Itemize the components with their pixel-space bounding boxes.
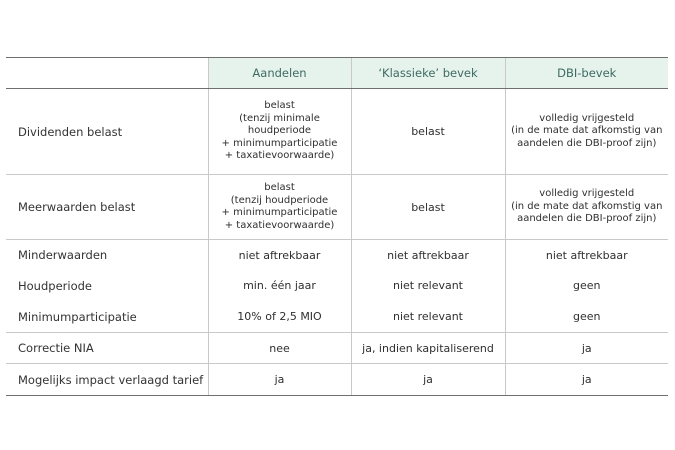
cell-line: aandelen die DBI-proof zijn) [517, 213, 657, 225]
cell-aandelen [208, 175, 351, 240]
row-correctie-nia [6, 333, 668, 364]
row-meerwaarden [6, 175, 668, 240]
cell-line: (tenzij houdperiode [230, 194, 329, 206]
cell-line: (in de mate dat afkomstig van [511, 125, 663, 137]
header-dbi-bevek: DBI-bevek [505, 58, 668, 89]
row-houdperiode [6, 270, 668, 301]
cell-line: volledig vrijgesteld [539, 112, 635, 124]
cell-klassieke-bevek: ja, indien kapitaliserend [351, 333, 505, 364]
cell-line: + taxatievoorwaarde) [224, 219, 335, 231]
row-minderwaarden [6, 240, 668, 271]
cell-aandelen: ja [208, 364, 351, 396]
row-label: Minderwaarden [18, 248, 108, 262]
cell-line: + minimumparticipatie [221, 207, 338, 218]
row-label: Meerwaarden belast [6, 175, 208, 240]
row-impact-verlaagd-tarief [6, 364, 668, 396]
cell-aandelen: min. één jaar [208, 270, 351, 301]
cell-line: + taxatievoorwaarde) [224, 150, 335, 162]
cell-dbi-bevek: ja [505, 364, 668, 396]
cell-dbi-bevek [505, 175, 668, 240]
cell-line: belast [264, 182, 295, 193]
cell-dbi-bevek: geen [505, 301, 668, 333]
cell-line: (tenzij minimale [239, 112, 320, 124]
cell-aandelen: nee [208, 333, 351, 364]
header-klassieke-bevek: ‘Klassieke’ bevek [351, 58, 505, 89]
cell-line: + minimumparticipatie [221, 137, 338, 149]
cell-klassieke-bevek: niet relevant [351, 301, 505, 333]
row-label: Mogelijks impact verlaagd tarief [6, 364, 208, 396]
cell-line: (in de mate dat afkomstig van [511, 200, 663, 212]
header-row [6, 58, 668, 89]
header-corner [6, 58, 208, 89]
cell-klassieke-bevek: belast [351, 89, 505, 175]
cell-aandelen: niet aftrekbaar [208, 240, 351, 271]
comparison-table-container [6, 57, 668, 396]
row-label: Houdperiode [18, 278, 92, 293]
cell-dbi-bevek: geen [505, 270, 668, 301]
cell-line: aandelen die DBI-proof zijn) [517, 137, 657, 149]
cell-dbi-bevek [505, 89, 668, 175]
cell-aandelen [208, 89, 351, 175]
cell-klassieke-bevek: ja [351, 364, 505, 396]
row-label: Correctie NIA [6, 333, 208, 364]
cell-dbi-bevek: ja [505, 333, 668, 364]
cell-line: belast [264, 100, 295, 112]
cell-line: houdperiode [247, 125, 312, 137]
comparison-table [6, 57, 668, 396]
row-label: Minimumparticipatie [6, 301, 208, 333]
cell-aandelen: 10% of 2,5 MIO [208, 301, 351, 333]
row-dividenden [6, 89, 668, 175]
cell-klassieke-bevek: belast [351, 175, 505, 240]
cell-dbi-bevek: niet aftrekbaar [505, 240, 668, 271]
row-label: Dividenden belast [6, 89, 208, 175]
cell-klassieke-bevek: niet relevant [351, 270, 505, 301]
cell-line: volledig vrijgesteld [539, 188, 635, 200]
header-aandelen: Aandelen [208, 58, 351, 89]
cell-klassieke-bevek: niet aftrekbaar [351, 240, 505, 271]
row-minimumparticipatie [6, 301, 668, 333]
